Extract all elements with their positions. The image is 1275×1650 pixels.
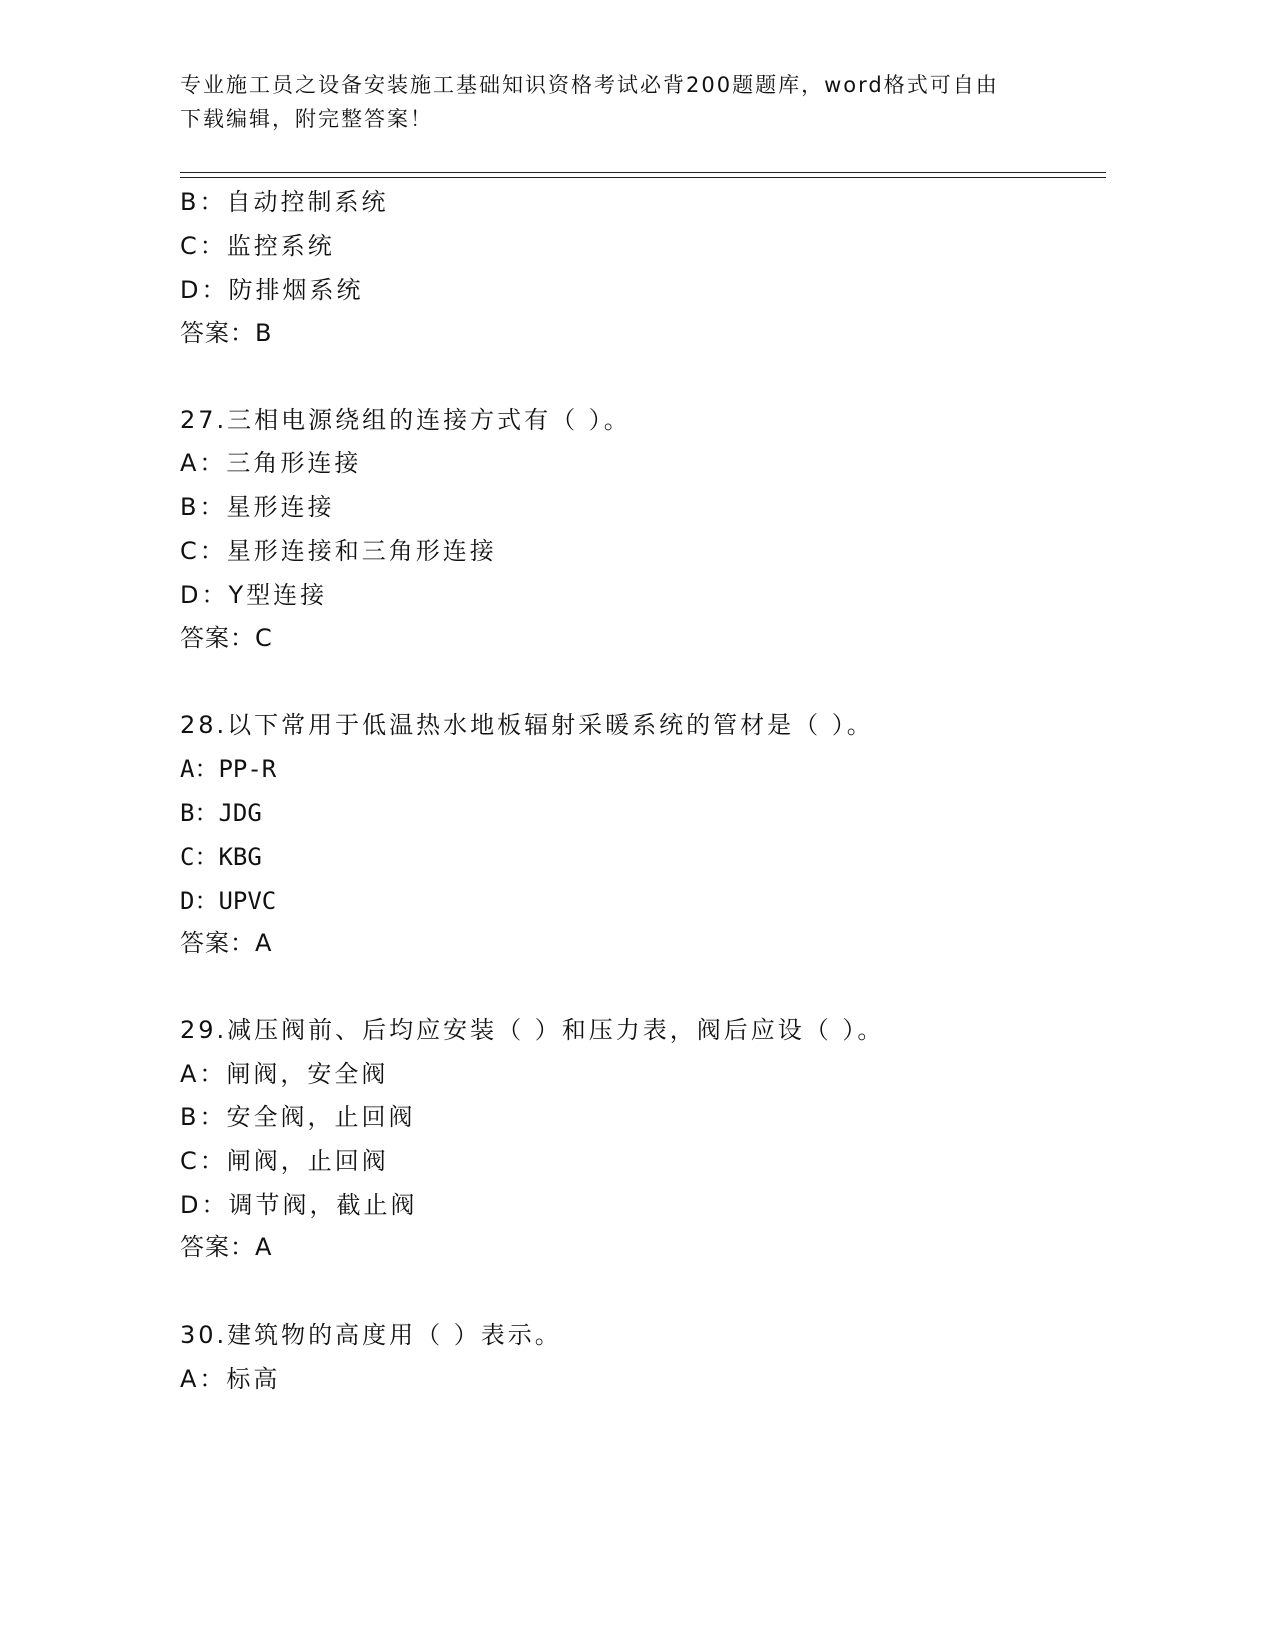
q27-option-a: A：三角形连接 <box>180 449 362 477</box>
q28-option-c: C：KBG <box>180 843 262 871</box>
q26-answer: 答案：B <box>180 319 273 347</box>
q30-stem: 30.建筑物的高度用（ ）表示。 <box>180 1321 562 1349</box>
q29-answer: 答案：A <box>180 1233 273 1261</box>
q29-option-d: D：调节阀，截止阀 <box>180 1191 418 1219</box>
q27-stem: 27.三相电源绕组的连接方式有（ ）。 <box>180 406 631 434</box>
q29-option-c: C：闸阀，止回阀 <box>180 1147 389 1175</box>
q28-option-b: B：JDG <box>180 799 262 827</box>
q26-option-d: D：防排烟系统 <box>180 276 364 304</box>
document-header <box>180 68 1040 136</box>
header-divider-top <box>180 172 1106 173</box>
q27-option-c: C：星形连接和三角形连接 <box>180 537 497 565</box>
q27-answer: 答案：C <box>180 624 273 652</box>
q30-option-a: A：标高 <box>180 1365 281 1393</box>
header-title-line-1: 专业施工员之设备安装施工基础知识资格考试必背200题题库，word格式可自由 <box>180 73 999 97</box>
q29-option-a: A：闸阀，安全阀 <box>180 1060 389 1088</box>
header-title-line-2: 下载编辑，附完整答案！ <box>180 107 433 131</box>
q28-stem: 28.以下常用于低温热水地板辐射采暖系统的管材是（ ）。 <box>180 711 874 739</box>
header-divider-bottom <box>180 177 1106 178</box>
q28-option-d: D：UPVC <box>180 887 277 915</box>
q28-answer: 答案：A <box>180 929 273 957</box>
q28-option-a: A：PP-R <box>180 755 277 783</box>
q27-option-b: B：星形连接 <box>180 493 335 521</box>
q26-option-c: C：监控系统 <box>180 232 335 260</box>
q27-option-d: D：Y型连接 <box>180 581 328 609</box>
q29-stem: 29.减压阀前、后均应安装（ ）和压力表，阀后应设（ ）。 <box>180 1016 885 1044</box>
q26-option-b: B：自动控制系统 <box>180 188 389 216</box>
q29-option-b: B：安全阀，止回阀 <box>180 1103 416 1131</box>
